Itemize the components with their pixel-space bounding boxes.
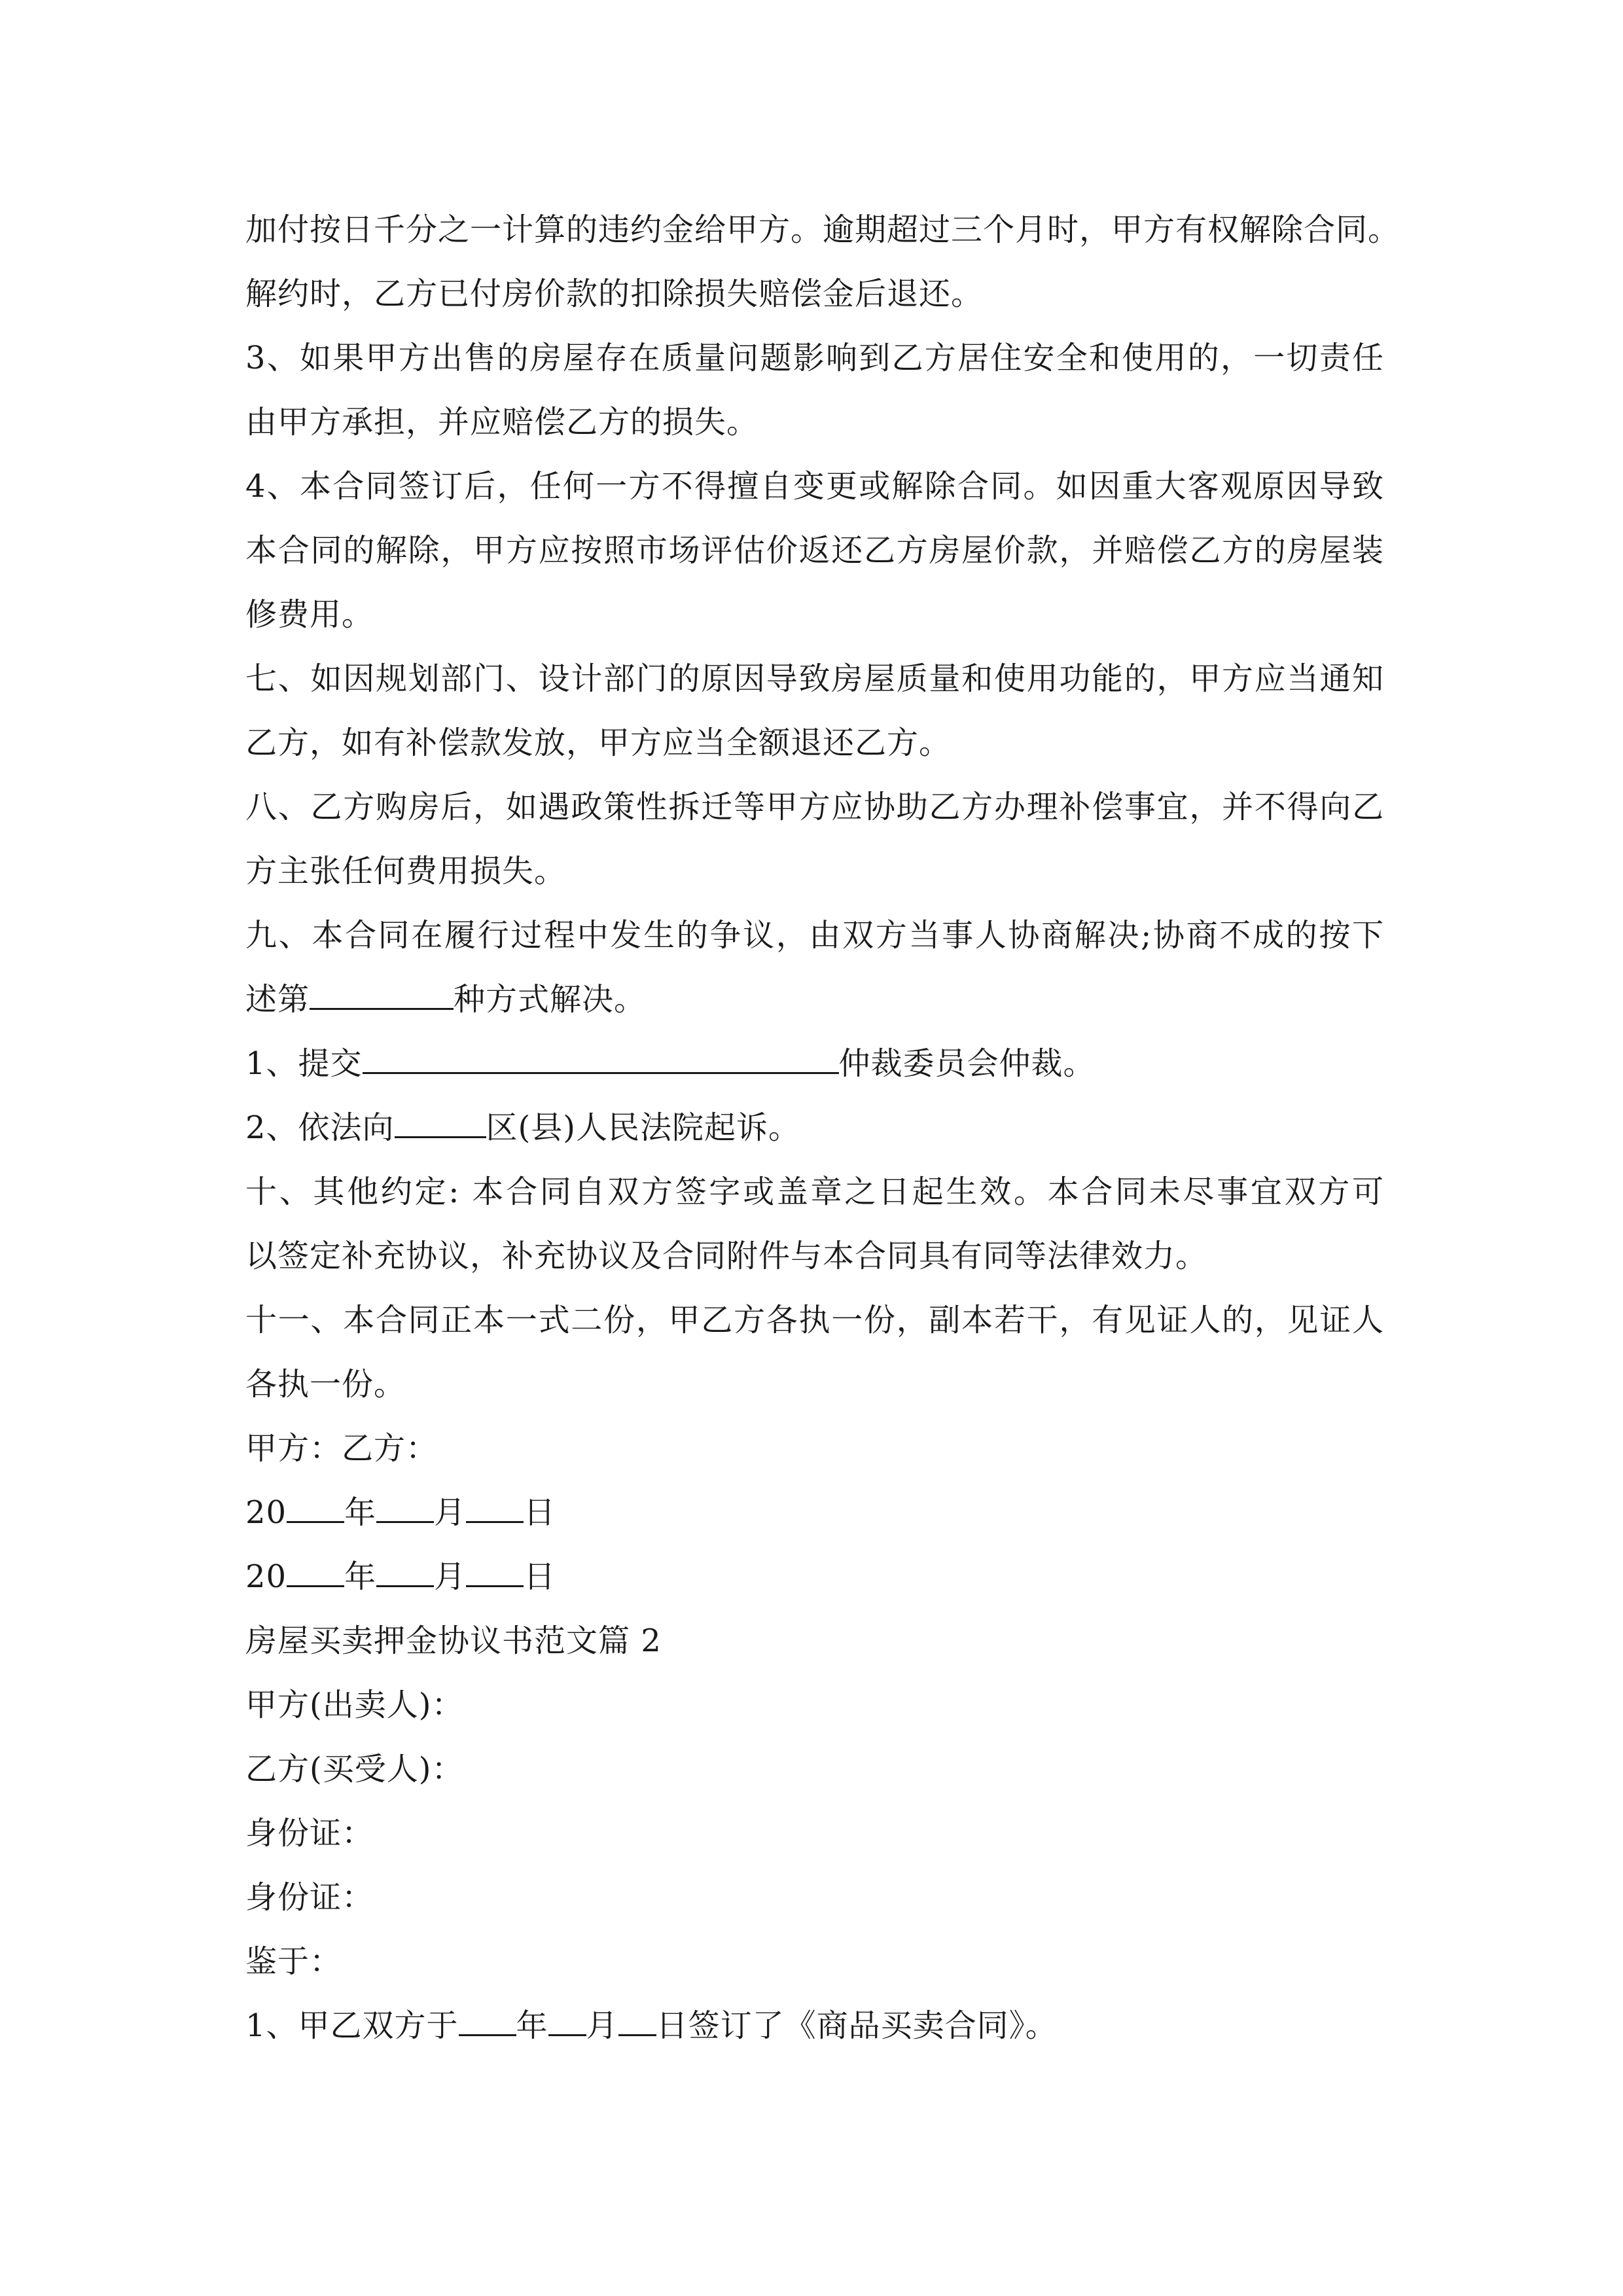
date-year-label: 年 xyxy=(344,1494,377,1531)
text-line: 以签定补充协议，补充协议及合同附件与本合同具有同等法律效力。 xyxy=(245,1238,1208,1274)
whereas-label: 鉴于： xyxy=(245,1943,342,1980)
fill-blank xyxy=(459,2008,516,2036)
date-month-label: 月 xyxy=(434,1558,467,1595)
text-line: 各执一份。 xyxy=(245,1366,406,1403)
text-fragment: 年 xyxy=(516,2007,548,2044)
text-fragment: 仲裁委员会仲裁。 xyxy=(838,1045,1096,1082)
buyer-label: 乙方(买受人)： xyxy=(245,1751,464,1787)
text-line: 4、本合同签订后，任何一方不得擅自变更或解除合同。如因重大客观原因导致 xyxy=(245,468,1384,505)
signature-parties-line: 甲方：乙方： xyxy=(245,1430,438,1467)
text-fragment: 区(县)人民法院起诉。 xyxy=(486,1109,801,1146)
fill-blank xyxy=(466,1495,524,1523)
text-line: 加付按日千分之一计算的违约金给甲方。逾期超过三个月时，甲方有权解除合同。 xyxy=(245,211,1400,248)
court-line xyxy=(245,1096,1384,1160)
text-line: 乙方，如有补偿款发放，甲方应当全额退还乙方。 xyxy=(245,725,952,761)
text-fragment: 1、提交 xyxy=(245,1045,363,1082)
text-line: 十一、本合同正本一式二份，甲乙方各执一份，副本若干，有见证人的，见证人 xyxy=(245,1302,1384,1338)
seller-label: 甲方(出卖人)： xyxy=(245,1687,464,1723)
text-line: 修费用。 xyxy=(245,596,374,633)
date-prefix: 20 xyxy=(245,1558,287,1595)
text-fragment: 日签订了《商品买卖合同》。 xyxy=(656,2007,1058,2044)
fill-blank xyxy=(310,982,454,1010)
text-line: 本合同的解除，甲方应按照市场评估价返还乙方房屋价款，并赔偿乙方的房屋装 xyxy=(245,532,1384,569)
arbitration-line xyxy=(245,1031,1384,1096)
id-card-label: 身份证： xyxy=(245,1879,374,1916)
fill-blank xyxy=(466,1559,524,1587)
date-line xyxy=(245,1480,1384,1545)
text-fragment: 述第 xyxy=(245,981,310,1018)
fill-blank xyxy=(363,1046,839,1074)
date-line xyxy=(245,1545,1384,1609)
fill-blank xyxy=(376,1495,434,1523)
text-line: 十、其他约定: 本合同自双方签字或盖章之日起生效。本合同未尽事宜双方可 xyxy=(245,1174,1384,1210)
text-line: 方主张任何费用损失。 xyxy=(245,853,567,889)
fill-blank xyxy=(618,2008,656,2036)
date-day-label: 日 xyxy=(524,1494,556,1531)
fill-blank xyxy=(548,2008,586,2036)
text-line: 由甲方承担，并应赔偿乙方的损失。 xyxy=(245,404,759,440)
date-day-label: 日 xyxy=(524,1558,556,1595)
date-month-label: 月 xyxy=(434,1494,467,1531)
text-line: 九、本合同在履行过程中发生的争议，由双方当事人协商解决;协商不成的按下 xyxy=(245,917,1384,954)
text-fragment: 2、依法向 xyxy=(245,1109,395,1146)
document-body xyxy=(245,198,1400,2058)
text-fragment: 月 xyxy=(586,2007,618,2044)
text-line: 3、如果甲方出售的房屋存在质量问题影响到乙方居住安全和使用的，一切责任 xyxy=(245,340,1384,376)
id-card-label: 身份证： xyxy=(245,1815,374,1852)
text-line: 七、如因规划部门、设计部门的原因导致房屋质量和使用功能的，甲方应当通知 xyxy=(245,660,1384,697)
contract-date-line xyxy=(245,1994,1384,2058)
text-fragment: 1、甲乙双方于 xyxy=(245,2007,459,2044)
dispute-method-line xyxy=(245,967,1384,1031)
date-prefix: 20 xyxy=(245,1494,287,1531)
section-title: 房屋买卖押金协议书范文篇 2 xyxy=(245,1623,662,1659)
fill-blank xyxy=(376,1559,434,1587)
fill-blank xyxy=(287,1495,344,1523)
fill-blank xyxy=(287,1559,344,1587)
date-year-label: 年 xyxy=(344,1558,377,1595)
text-line: 八、乙方购房后，如遇政策性拆迁等甲方应协助乙方办理补偿事宜，并不得向乙 xyxy=(245,789,1384,825)
text-line: 解约时，乙方已付房价款的扣除损失赔偿金后退还。 xyxy=(245,276,984,312)
text-fragment: 种方式解决。 xyxy=(454,981,647,1018)
fill-blank xyxy=(395,1110,486,1138)
